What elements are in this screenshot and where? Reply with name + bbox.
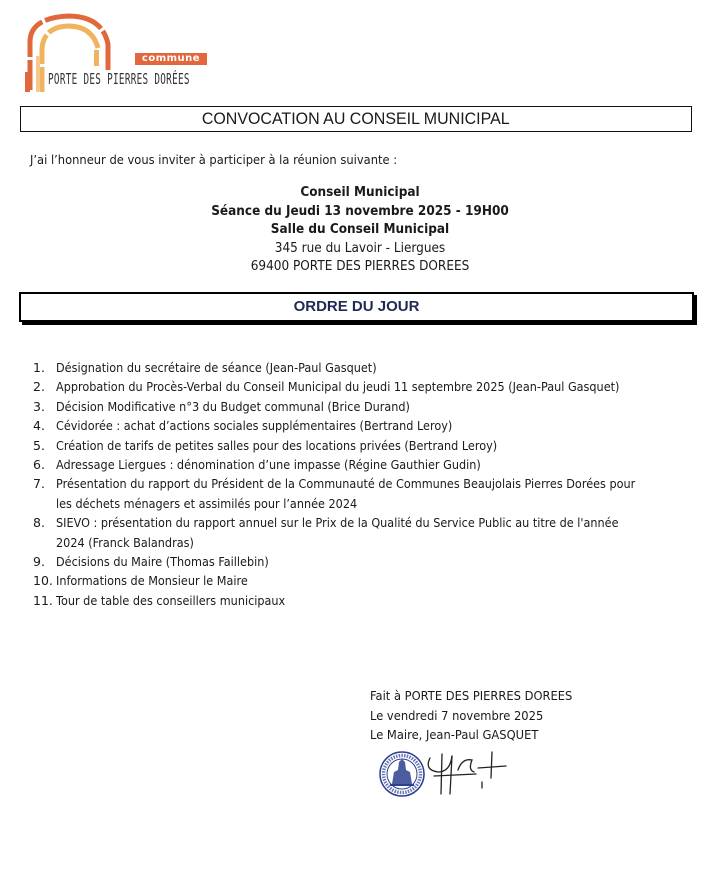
agenda-item bbox=[33, 397, 688, 416]
signoff-signatory: Le Maire, Jean-Paul GASQUET bbox=[370, 727, 539, 742]
agenda-item-text: Tour de table des conseillers municipaux bbox=[56, 592, 286, 608]
agenda-item bbox=[33, 552, 688, 571]
agenda-heading: ORDRE DU JOUR bbox=[293, 298, 420, 315]
meeting-body: Conseil Municipal bbox=[300, 185, 420, 200]
agenda-item-number: 3. bbox=[33, 398, 45, 414]
agenda-item-text: Création de tarifs de petites salles pour des locations privées (Bertrand Leroy) bbox=[56, 437, 498, 453]
agenda-item-text: SIEVO : présentation du rapport annuel sur le Prix de la Qualité du Service Public au titre de l'année bbox=[56, 515, 619, 531]
document-title-box bbox=[20, 106, 692, 132]
agenda-item-text: Décision Modificative n°3 du Budget communal (Brice Durand) bbox=[56, 398, 410, 414]
logo-name: PORTE DES PIERRES DORÉES bbox=[48, 70, 190, 88]
agenda-heading-box bbox=[19, 292, 694, 322]
agenda-item-text: Cévidorée : achat d’actions sociales supplémentaires (Bertrand Leroy) bbox=[56, 418, 453, 434]
meeting-room: Salle du Conseil Municipal bbox=[270, 222, 450, 237]
signoff-place: Fait à PORTE DES PIERRES DOREES bbox=[370, 688, 573, 703]
agenda-item-number: 6. bbox=[33, 457, 45, 473]
agenda-item bbox=[33, 436, 688, 455]
official-stamp-icon bbox=[380, 752, 424, 796]
agenda-item-number: 8. bbox=[33, 515, 45, 531]
agenda-item-number: 11. bbox=[33, 592, 53, 608]
meeting-details bbox=[150, 184, 570, 277]
agenda-item-text: Informations de Monsieur le Maire bbox=[56, 573, 248, 589]
signoff-date: Le vendredi 7 novembre 2025 bbox=[370, 707, 544, 723]
meeting-address-line1: 345 rue du Lavoir - Liergues bbox=[274, 240, 446, 256]
agenda-item bbox=[33, 474, 688, 513]
agenda-item-text: Adressage Liergues : dénomination d’une impasse (Régine Gauthier Gudin) bbox=[56, 457, 481, 473]
intro-text: J’ai l’honneur de vous inviter à participer à la réunion suivante : bbox=[30, 152, 398, 167]
agenda-item bbox=[33, 591, 688, 610]
agenda-item-text-cont: 2024 (Franck Balandras) bbox=[56, 534, 194, 550]
agenda-item-text: Approbation du Procès-Verbal du Conseil Municipal du jeudi 11 septembre 2025 (Jean-Paul Gasquet) bbox=[56, 379, 620, 395]
agenda-item-number: 5. bbox=[33, 437, 45, 453]
commune-logo bbox=[22, 12, 201, 94]
agenda-item-text: Décisions du Maire (Thomas Faillebin) bbox=[56, 554, 269, 570]
agenda-item bbox=[33, 377, 688, 396]
logo-badge: commune bbox=[135, 53, 207, 65]
agenda-item bbox=[33, 416, 688, 435]
agenda-item-number: 1. bbox=[33, 360, 45, 375]
signoff-block bbox=[370, 686, 590, 745]
signature-icon bbox=[428, 752, 506, 794]
agenda-item-text: Désignation du secrétaire de séance (Jean-Paul Gasquet) bbox=[56, 360, 377, 375]
meeting-address-line2: 69400 PORTE DES PIERRES DOREES bbox=[250, 259, 470, 274]
agenda-item-number: 7. bbox=[33, 476, 45, 492]
agenda-item-number: 4. bbox=[33, 418, 45, 434]
stamp-and-signature bbox=[378, 748, 528, 806]
meeting-session: Séance du Jeudi 13 novembre 2025 - 19H00 bbox=[211, 203, 509, 219]
document-title: CONVOCATION AU CONSEIL MUNICIPAL bbox=[202, 109, 510, 128]
agenda-item bbox=[33, 455, 688, 474]
agenda-item-number: 9. bbox=[33, 554, 45, 570]
agenda-item-number: 10. bbox=[33, 573, 53, 589]
agenda-item bbox=[33, 513, 688, 552]
agenda-item-text: Présentation du rapport du Président de la Communauté de Communes Beaujolais Pierres Dorées pour bbox=[56, 476, 636, 492]
agenda-item bbox=[33, 358, 688, 377]
agenda-list bbox=[33, 358, 688, 610]
agenda-item bbox=[33, 571, 688, 590]
agenda-item-text-cont: les déchets ménagers et assimilés pour l’année 2024 bbox=[56, 495, 358, 511]
agenda-item-number: 2. bbox=[33, 379, 45, 395]
